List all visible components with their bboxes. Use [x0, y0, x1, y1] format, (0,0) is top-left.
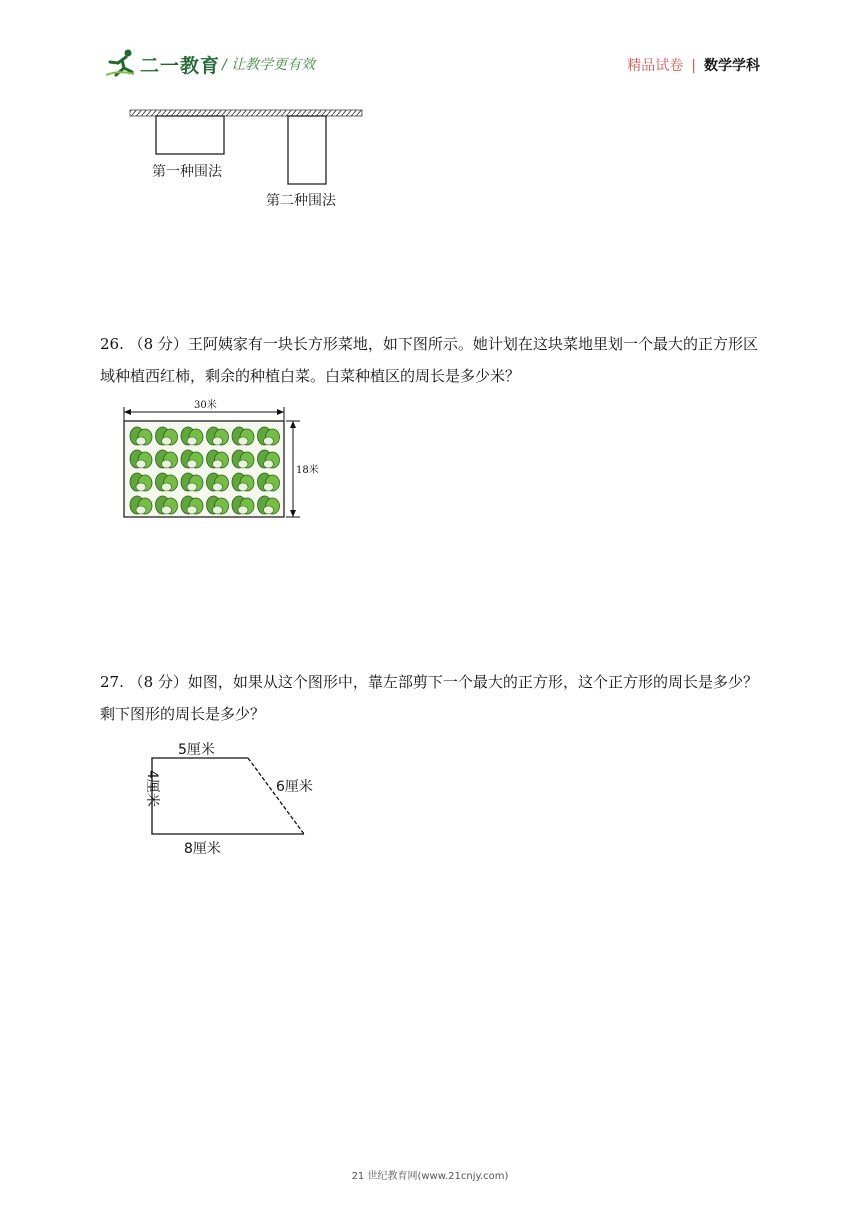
cabbage-icon [130, 427, 152, 445]
cabbage-icon [258, 473, 280, 491]
header-tags [627, 55, 760, 75]
tag-separator: | [691, 58, 696, 74]
fence-figure [128, 108, 368, 214]
fence-label-1: 第一种围法 [152, 164, 222, 180]
cabbage-icon [207, 427, 229, 445]
field-height-label: 18米 [296, 465, 319, 476]
cabbage-icon [181, 450, 203, 468]
wall [130, 110, 362, 116]
cabbage-icon [232, 427, 254, 445]
top-length-label: 5厘米 [178, 742, 215, 758]
logo-runner-icon [104, 48, 140, 78]
logo-text: 二一教育 [140, 55, 221, 77]
cabbage-icon [232, 473, 254, 491]
cabbage-icon [207, 450, 229, 468]
trapezoid-slant-edge [248, 758, 304, 834]
cabbage-icon [258, 427, 280, 445]
cabbage-icon [258, 496, 280, 514]
cabbage-icon [181, 427, 203, 445]
cabbage-icon [232, 496, 254, 514]
slant-length-label: 6厘米 [276, 779, 313, 795]
trapezoid-figure [130, 738, 330, 860]
fence-label-2: 第二种围法 [266, 193, 336, 209]
tag-quality-paper: 精品试卷 [627, 58, 684, 74]
cabbage-icon [258, 450, 280, 468]
fence-option-1 [156, 116, 224, 154]
fence-option-2 [288, 116, 326, 184]
cabbage-icon [130, 450, 152, 468]
trapezoid-solid-edges [152, 758, 304, 834]
left-length-label: 4厘米 [144, 770, 160, 807]
cabbage-icon [156, 496, 178, 514]
cabbage-icon [181, 473, 203, 491]
question-27-text: 27. （8 分）如图，如果从这个图形中，靠左部剪下一个最大的正方形，这个正方形的周长是多少？剩下图形的周长是多少？ [100, 673, 758, 723]
question-26-text: 26. （8 分）王阿姨家有一块长方形菜地，如下图所示。她计划在这块菜地里划一个最大的正方形区域种植西红柿，剩余的种植白菜。白菜种植区的周长是多少米？ [100, 335, 758, 385]
cabbage-icon [181, 496, 203, 514]
cabbage-icon [207, 473, 229, 491]
field-width-label: 30米 [194, 400, 217, 411]
cabbage-icon [207, 496, 229, 514]
vegetable-field-figure [118, 395, 328, 525]
cabbage-icon [130, 473, 152, 491]
slogan: / 让教学更有效 [222, 57, 316, 73]
footer: 21 世纪教育网(www.21cnjy.com) [351, 1171, 509, 1182]
bottom-length-label: 8厘米 [184, 841, 221, 857]
cabbage-icon [156, 450, 178, 468]
cabbage-icon [232, 450, 254, 468]
cabbage-icon [130, 496, 152, 514]
cabbage-icon [156, 427, 178, 445]
tag-subject: 数学学科 [704, 58, 760, 74]
cabbage-icon [156, 473, 178, 491]
